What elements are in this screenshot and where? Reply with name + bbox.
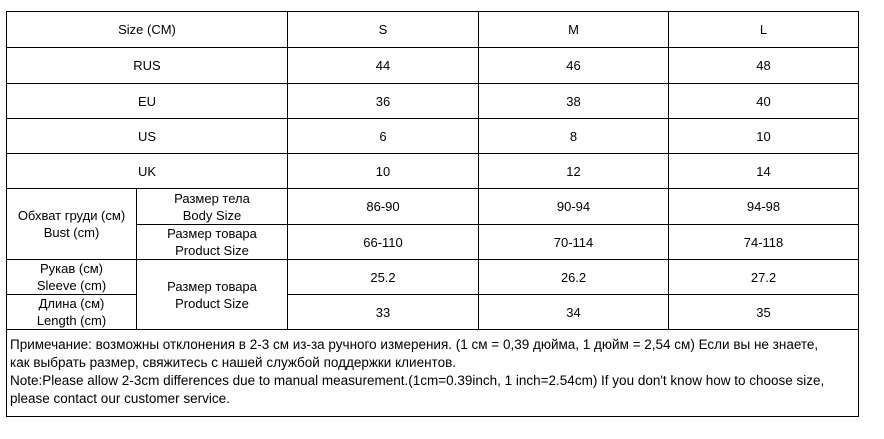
note-en-line2: please contact our customer service.: [10, 391, 230, 406]
table-cell: 94-98: [669, 189, 859, 225]
sleeve-label: [7, 260, 137, 295]
sleeve-label-ru: Рукав (см): [40, 261, 103, 276]
table-cell: 12: [479, 154, 669, 189]
table-cell: 66-110: [288, 225, 479, 260]
table-cell: 26.2: [479, 260, 669, 295]
note-ru-line2: как выбрать размер, свяжитесь с нашей службой поддержки клиентов.: [10, 355, 457, 370]
bust-label: [7, 189, 137, 260]
table-cell: 35: [669, 295, 859, 330]
table-cell: 70-114: [479, 225, 669, 260]
table-cell: 6: [288, 119, 479, 154]
row-label: RUS: [7, 48, 288, 84]
product-size-label-ru: Размер товара: [167, 226, 257, 241]
table-cell: 38: [479, 84, 669, 119]
table-row-length: [7, 295, 859, 330]
size-header-label: Size (CM): [7, 12, 288, 48]
table-cell: 44: [288, 48, 479, 84]
body-size-label: [137, 189, 288, 225]
sleeve-label-en: Sleeve (cm): [36, 278, 107, 293]
row-label: UK: [7, 154, 288, 189]
table-cell: 27.2: [669, 260, 859, 295]
table-cell: 10: [669, 119, 859, 154]
product-size-label-en: Product Size: [175, 243, 249, 258]
size-chart-table: [6, 11, 859, 417]
product-size-label: [137, 225, 288, 260]
table-row-rus: [7, 48, 859, 84]
length-label-ru: Длина (см): [38, 296, 105, 311]
product-size-group-label-en: Product Size: [175, 295, 249, 311]
table-cell: 36: [288, 84, 479, 119]
table-row-sleeve: [7, 260, 859, 295]
length-label-en: Length (cm): [36, 313, 107, 328]
size-m-header: M: [479, 12, 669, 48]
table-cell: 46: [479, 48, 669, 84]
table-row-us: [7, 119, 859, 154]
table-cell: 86-90: [288, 189, 479, 225]
product-size-group-label: [137, 260, 288, 330]
note-row: [7, 330, 859, 417]
table-row-uk: [7, 154, 859, 189]
table-cell: 48: [669, 48, 859, 84]
note-ru-line1: Примечание: возможны отклонения в 2-3 см из-за ручного измерения. (1 см = 0,39 дюйма, 1 дюйм = 2,54 см) Если вы не знаете,: [10, 337, 819, 352]
size-l-header: L: [669, 12, 859, 48]
table-cell: 40: [669, 84, 859, 119]
length-label: [7, 295, 137, 330]
table-row-eu: [7, 84, 859, 119]
bust-label-en: Bust (cm): [43, 225, 100, 240]
table-cell: 25.2: [288, 260, 479, 295]
header-row: [7, 12, 859, 48]
size-s-header: S: [288, 12, 479, 48]
table-cell: 10: [288, 154, 479, 189]
table-cell: 74-118: [669, 225, 859, 260]
row-label: US: [7, 119, 288, 154]
body-size-label-en: Body Size: [182, 207, 242, 223]
note-en-line1: Note:Please allow 2-3cm differences due to manual measurement.(1cm=0.39inch, 1 inch=2.54cm) If you don't know how to choose size,: [10, 373, 825, 388]
bust-label-ru: Обхват груди (см): [17, 208, 126, 223]
table-cell: 8: [479, 119, 669, 154]
table-cell: 34: [479, 295, 669, 330]
note-text: [7, 330, 859, 417]
row-label: EU: [7, 84, 288, 119]
table-cell: 90-94: [479, 189, 669, 225]
product-size-group-label-ru: Размер товара: [167, 278, 257, 294]
body-size-label-ru: Размер тела: [174, 190, 250, 206]
table-cell: 33: [288, 295, 479, 330]
table-row-bust-body: [7, 189, 859, 225]
table-cell: 14: [669, 154, 859, 189]
